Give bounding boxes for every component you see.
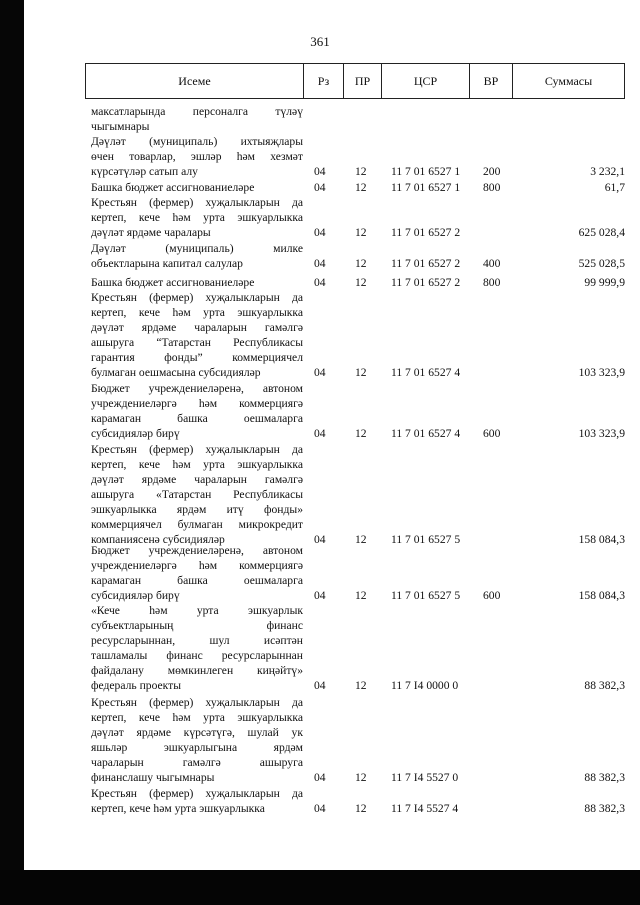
row-name-line: Крестьян (фермер) хуҗалыкларын да (91, 787, 303, 800)
row-name-line: булмаган оешмасына субсидияләр (91, 366, 261, 379)
row-csr: 11 7 01 6527 2 (391, 226, 461, 239)
header-name: Исеме (86, 64, 304, 98)
row-name-line: чыгымнары (91, 120, 150, 133)
header-sum: Суммасы (544, 74, 593, 88)
header-csr: ЦСР (382, 64, 470, 98)
row-pr: 12 (355, 165, 367, 178)
row-sum: 158 084,3 (578, 533, 625, 546)
row-name-line: кертеп, кече һәм урта эшкуарлыкка (91, 458, 303, 471)
row-sum: 158 084,3 (578, 589, 625, 602)
row-name-line: субъектларының финанс (91, 619, 303, 632)
row-name-line: финанслашу чыгымнары (91, 771, 215, 784)
row-name-line: субсидияләр бирү (91, 589, 180, 602)
row-rz: 04 (314, 679, 326, 692)
row-rz: 04 (314, 802, 326, 815)
row-name-line: дәүләт ярдәме күрсәтүгә, шулай ук (91, 726, 303, 739)
row-sum: 88 382,3 (584, 771, 625, 784)
row-sum: 61,7 (604, 181, 625, 194)
row-name-line: ашыруга «Татарстан Республикасы (91, 488, 303, 501)
page-number: 361 (310, 34, 330, 49)
row-vr: 200 (483, 165, 501, 178)
row-rz: 04 (314, 771, 326, 784)
row-csr: 11 7 01 6527 4 (391, 366, 461, 379)
row-name-line: Дәүләт (муниципаль) милке (91, 242, 303, 255)
row-csr: 11 7 01 6527 5 (391, 533, 461, 546)
row-name-line: кертеп, кече һәм урта эшкуарлыкка (91, 802, 265, 815)
row-name-line: ташламалы финанс ресурсларыннан (91, 649, 303, 662)
row-pr: 12 (355, 226, 367, 239)
row-pr: 12 (355, 427, 367, 440)
row-name-line: кертеп, кече һәм урта эшкуарлыкка (91, 711, 303, 724)
row-vr: 600 (483, 589, 501, 602)
row-name-line: эшкуарлыкка ярдәм итү фонды» (91, 503, 303, 516)
row-name-line: Крестьян (фермер) хуҗалыкларын да (91, 196, 303, 209)
row-name-line: кертеп, кече һәм урта эшкуарлыкка (91, 211, 303, 224)
row-name (91, 290, 303, 380)
row-csr: 11 7 01 6527 2 (391, 276, 461, 289)
row-name-line: Крестьян (фермер) хуҗалыкларын да (91, 696, 303, 709)
row-sum: 525 028,5 (578, 257, 625, 270)
row-name-line: күрсәтүләр сатып алу (91, 165, 198, 178)
row-name-line: учреждениеләргә һәм коммерциягә (91, 397, 303, 410)
row-name-line: компаниясенә субсидияләр (91, 533, 225, 546)
row-name (91, 442, 303, 547)
row-name (91, 134, 303, 179)
row-name-line: карамаган башка оешмаларга (91, 574, 303, 587)
table-header (85, 63, 625, 99)
scan-border-left (0, 0, 24, 905)
row-rz: 04 (314, 427, 326, 440)
row-name-line: файдалану мөмкинлеген киңәйтү» (91, 664, 303, 677)
row-rz: 04 (314, 366, 326, 379)
row-name (91, 104, 303, 134)
row-csr: 11 7 01 6527 1 (391, 181, 461, 194)
row-sum: 99 999,9 (584, 276, 625, 289)
row-name-line: «Кече һәм урта эшкуарлык (91, 604, 303, 617)
row-sum: 103 323,9 (578, 366, 625, 379)
row-pr: 12 (355, 257, 367, 270)
row-name-line: Башка бюджет ассигнованиеләре (91, 276, 255, 289)
header-rz: Рз (304, 64, 344, 98)
row-vr: 400 (483, 257, 501, 270)
row-name-line: карамаган башка оешмаларга (91, 412, 303, 425)
row-sum: 88 382,3 (584, 679, 625, 692)
row-name-line: Дәүләт (муниципаль) ихтыяҗлары (91, 135, 303, 148)
row-name (91, 275, 303, 290)
row-name-line: дәүләт ярдәме чаралары (91, 226, 211, 239)
row-name-line: субсидияләр бирү (91, 427, 180, 440)
row-name (91, 786, 303, 816)
row-sum: 88 382,3 (584, 802, 625, 815)
row-name-line: Бюджет учреждениеләренә, автоном (91, 544, 303, 557)
row-vr: 800 (483, 181, 501, 194)
row-name-line: яшьләр эшкуарлыгына ярдәм (91, 741, 303, 754)
row-name-line: Крестьян (фермер) хуҗалыкларын да (91, 291, 303, 304)
row-name (91, 241, 303, 271)
row-rz: 04 (314, 181, 326, 194)
row-name-line: ашыруга “Татарстан Республикасы (91, 336, 303, 349)
row-name (91, 543, 303, 603)
row-vr: 600 (483, 427, 501, 440)
row-name-line: федераль проекты (91, 679, 181, 692)
row-pr: 12 (355, 802, 367, 815)
row-name-line: дәүләт ярдәме чараларын гамәлгә (91, 321, 303, 334)
row-rz: 04 (314, 589, 326, 602)
row-csr: 11 7 I4 5527 0 (391, 771, 459, 784)
row-name-line: Крестьян (фермер) хуҗалыкларын да (91, 443, 303, 456)
row-rz: 04 (314, 165, 326, 178)
row-rz: 04 (314, 226, 326, 239)
row-pr: 12 (355, 679, 367, 692)
scan-border-bottom (0, 870, 640, 905)
row-pr: 12 (355, 276, 367, 289)
row-pr: 12 (355, 533, 367, 546)
row-name-line: өчен товарлар, эшләр һәм хезмәт (91, 150, 303, 163)
row-name-line: ресурсларыннан, шул исәптән (91, 634, 303, 647)
row-pr: 12 (355, 589, 367, 602)
row-rz: 04 (314, 533, 326, 546)
row-rz: 04 (314, 276, 326, 289)
header-vr: ВР (470, 64, 513, 98)
row-pr: 12 (355, 181, 367, 194)
row-name (91, 381, 303, 441)
row-name (91, 603, 303, 693)
row-csr: 11 7 01 6527 4 (391, 427, 461, 440)
row-csr: 11 7 I4 5527 4 (391, 802, 459, 815)
row-name-line: чараларын гамәлгә ашыруга (91, 756, 303, 769)
row-name-line: учреждениеләргә һәм коммерциягә (91, 559, 303, 572)
row-name-line: кертеп, кече һәм урта эшкуарлыкка (91, 306, 303, 319)
row-csr: 11 7 I4 0000 0 (391, 679, 459, 692)
row-name-line: максатларында персоналга түләү (91, 105, 303, 118)
row-name-line: коммерциячел булмаган микрокредит (91, 518, 303, 531)
row-pr: 12 (355, 771, 367, 784)
row-sum: 3 232,1 (590, 165, 625, 178)
row-name-line: объектларына капитал салулар (91, 257, 243, 270)
row-name (91, 195, 303, 240)
row-name (91, 695, 303, 785)
row-name-line: Башка бюджет ассигнованиеләре (91, 181, 255, 194)
row-rz: 04 (314, 257, 326, 270)
row-pr: 12 (355, 366, 367, 379)
row-name-line: дәүләт ярдәме чараларын гамәлгә (91, 473, 303, 486)
header-pr: ПР (344, 64, 382, 98)
row-name-line: Бюджет учреждениеләренә, автоном (91, 382, 303, 395)
row-csr: 11 7 01 6527 1 (391, 165, 461, 178)
row-csr: 11 7 01 6527 5 (391, 589, 461, 602)
row-sum: 103 323,9 (578, 427, 625, 440)
row-name (91, 180, 303, 195)
row-name-line: гарантия фонды” коммерциячел (91, 351, 303, 364)
row-sum: 625 028,4 (578, 226, 625, 239)
row-csr: 11 7 01 6527 2 (391, 257, 461, 270)
row-vr: 800 (483, 276, 501, 289)
